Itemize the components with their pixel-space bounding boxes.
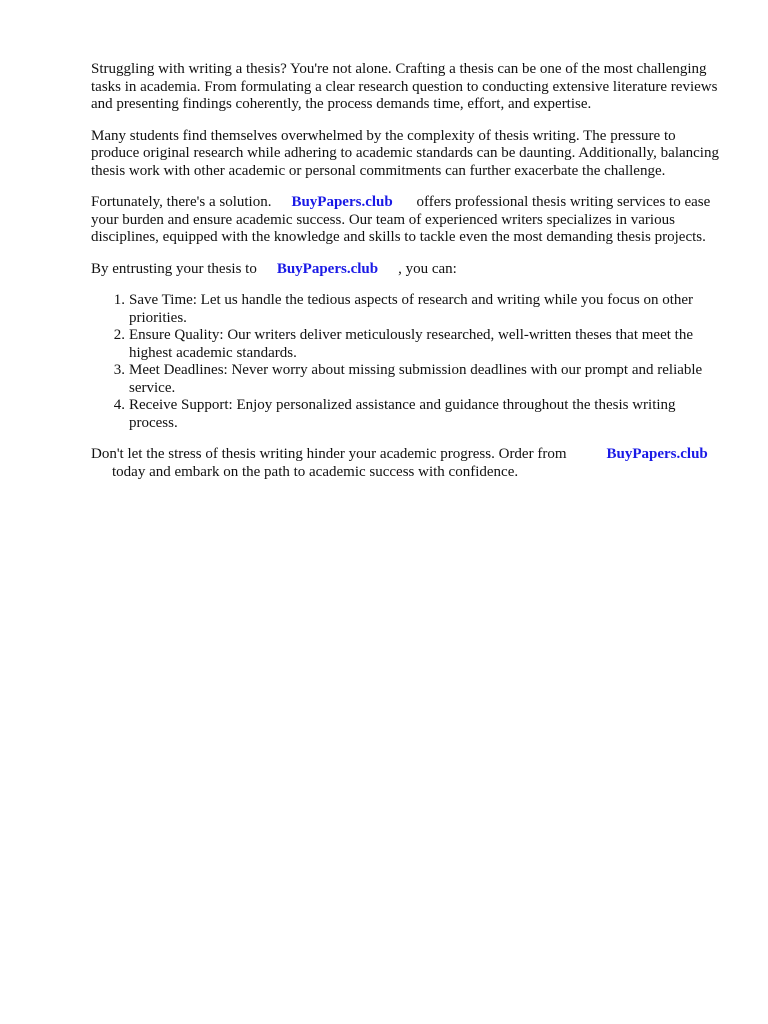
list-item xyxy=(113,327,727,362)
buypapers-link[interactable]: BuyPapers.club xyxy=(291,194,393,210)
entrust-paragraph xyxy=(91,261,727,279)
list-item xyxy=(113,292,727,327)
solution-text-after: offers professional thesis writing services to ease your burden and ensure academic success. Our team of experienced writers specializes in various disciplines, equipped with the knowledge and skills to tackle even the most demanding thesis projects. xyxy=(91,194,711,245)
list-item-text: Save Time: Let us handle the tedious aspects of research and writing while you focus on other priorities. xyxy=(129,292,694,326)
list-item-text: Receive Support: Enjoy personalized assistance and guidance throughout the thesis writing process. xyxy=(129,397,676,431)
entrust-text-before: By entrusting your thesis to xyxy=(91,260,257,277)
list-item xyxy=(113,362,727,397)
buypapers-link[interactable]: BuyPapers.club xyxy=(276,260,379,277)
benefits-list xyxy=(91,292,727,432)
list-item-number: 3. xyxy=(113,362,125,378)
closing-text-before: Don't let the stress of thesis writing hinder your academic progress. Order from xyxy=(91,446,567,462)
intro-paragraph: Struggling with writing a thesis? You're not alone. Crafting a thesis can be one of the most challenging tasks in academia. From formulating a clear research question to conducting extensive literature reviews and presenting findings coherently, the process demands time, effort, and expertise. xyxy=(91,61,718,112)
list-item-number: 2. xyxy=(113,327,125,343)
list-item-text: Meet Deadlines: Never worry about missing submission deadlines with our prompt and reliable service. xyxy=(129,362,703,396)
solution-text-before: Fortunately, there's a solution. xyxy=(91,194,272,210)
entrust-text-after: , you can: xyxy=(398,260,457,277)
list-item-number: 1. xyxy=(113,292,125,308)
closing-paragraph xyxy=(91,446,727,481)
buypapers-link[interactable]: BuyPapers.club xyxy=(606,446,708,462)
list-item-number: 4. xyxy=(113,397,125,413)
list-item-text: Ensure Quality: Our writers deliver meticulously researched, well-written theses that meet the highest academic standards. xyxy=(129,327,693,361)
struggle-paragraph: Many students find themselves overwhelmed by the complexity of thesis writing. The pressure to produce original research while adhering to academic standards can be daunting. Additionally, balancing thesis work with other academic or personal commitments can further exacerbate the challenge. xyxy=(91,127,719,179)
list-item xyxy=(113,397,727,432)
closing-text-after: today and embark on the path to academic success with confidence. xyxy=(112,463,519,480)
document-page xyxy=(91,61,727,495)
solution-paragraph xyxy=(91,194,727,247)
